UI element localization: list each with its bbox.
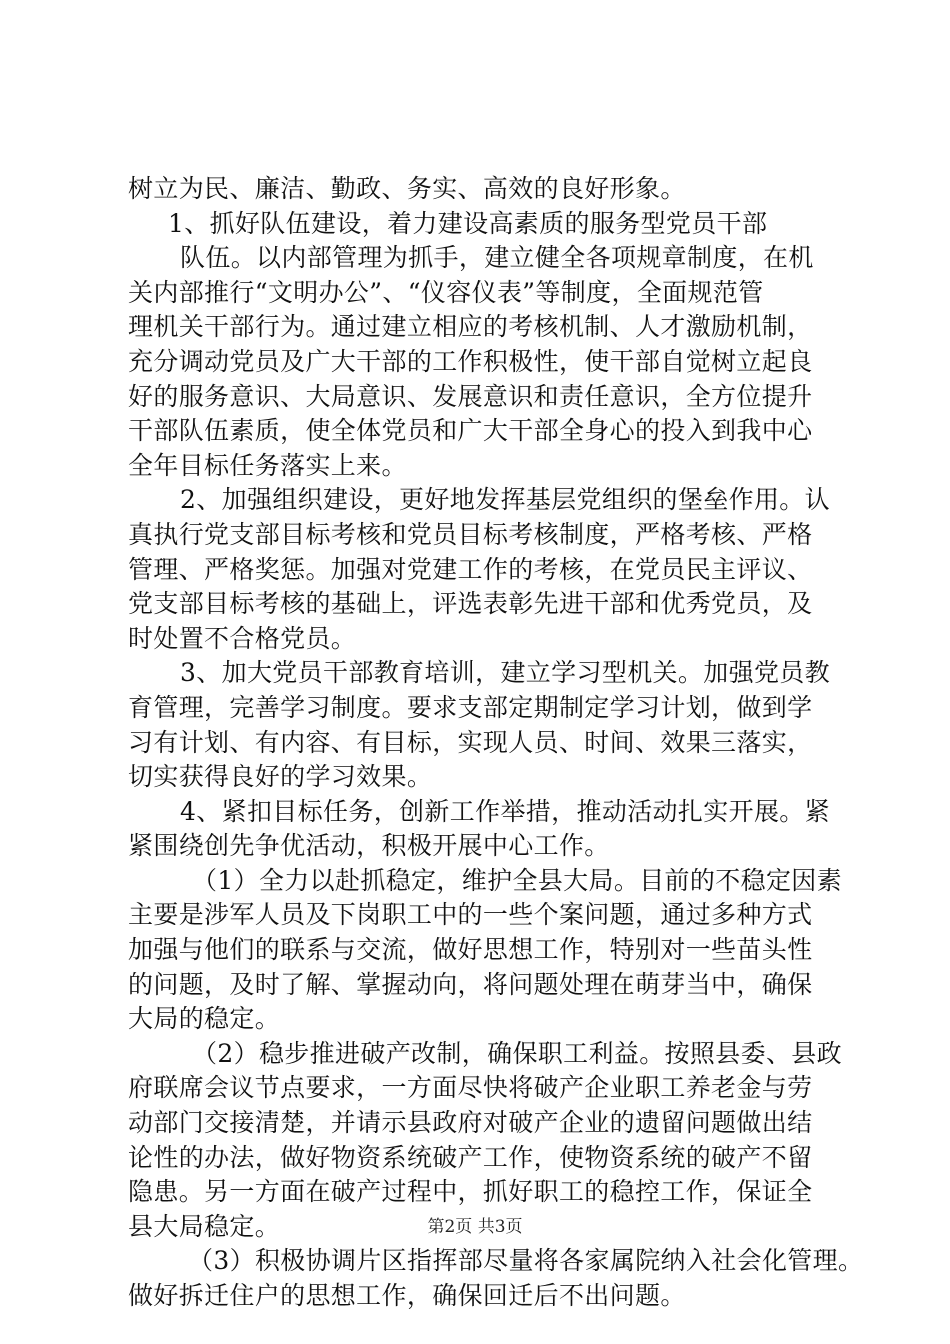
text-line: 动部门交接清楚，并请示县政府对破产企业的遗留问题做出结 [128,1108,813,1138]
text-line: 干部队伍素质，使全体党员和广大干部全身心的投入到我中心 [128,416,813,446]
text-line: 做好拆迁住户的思想工作，确保回迁后不出问题。 [128,1281,686,1310]
text-line: 树立为民、廉洁、勤政、务实、高效的良好形象。 [128,174,686,203]
text-line: （2）稳步推进破产改制，确保职工利益。按照县委、县政 [192,1038,843,1068]
text-line: 时处置不合格党员。 [128,623,357,653]
page-number: 第2页 共3页 [427,1217,523,1237]
text-line: 的问题，及时了解、掌握动向，将问题处理在萌芽当中，确保 [128,969,813,999]
text-line: 党支部目标考核的基础上，评选表彰先进干部和优秀党员，及 [128,589,813,619]
text-line: 1、抓好队伍建设，着力建设高素质的服务型党员干部 [168,208,768,238]
text-line: 紧围绕创先争优活动，积极开展中心工作。 [128,831,610,861]
text-line: 2、加强组织建设，更好地发挥基层党组织的堡垒作用。认 [180,485,831,515]
text-line: 育管理，完善学习制度。要求支部定期制定学习计划，做到学 [128,692,813,722]
text-line: 大局的稳定。 [128,1004,281,1034]
text-line: 理机关干部行为。通过建立相应的考核机制、人才激励机制， [128,312,813,342]
text-line: 充分调动党员及广大干部的工作积极性，使干部自觉树立起良 [128,346,813,376]
text-line: 真执行党支部目标考核和党员目标考核制度，严格考核、严格 [128,519,813,549]
text-line: （1）全力以赴抓稳定，维护全县大局。目前的不稳定因素 [192,865,843,895]
text-line: 3、加大党员干部教育培训，建立学习型机关。加强党员教 [180,658,831,688]
text-line: 隐患。另一方面在破产过程中，抓好职工的稳控工作，保证全 [128,1177,813,1207]
text-line: 关内部推行“文明办公”、“仪容仪表”等制度，全面规范管 [128,277,764,307]
text-line: 加强与他们的联系与交流，做好思想工作，特别对一些苗头性 [128,935,813,965]
text-line: 4、紧扣目标任务，创新工作举措，推动活动扎实开展。紧 [180,796,831,826]
text-line: 全年目标任务落实上来。 [128,450,407,480]
page-footer [0,1212,950,1237]
text-line: 论性的办法，做好物资系统破产工作，使物资系统的破产不留 [128,1142,813,1172]
text-line: 队伍。以内部管理为抓手，建立健全各项规章制度，在机 [180,243,814,273]
text-line: （3）积极协调片区指挥部尽量将各家属院纳入社会化管理。 [188,1246,864,1276]
text-line: 切实获得良好的学习效果。 [128,762,433,792]
document-body [128,172,864,1314]
text-line: 县大局稳定。 [128,1211,281,1241]
text-line: 管理、严格奖惩。加强对党建工作的考核，在党员民主评议、 [128,554,813,584]
text-line: 府联席会议节点要求，一方面尽快将破产企业职工养老金与劳 [128,1073,813,1103]
text-line: 习有计划、有内容、有目标，实现人员、时间、效果三落实， [128,727,813,757]
text-line: 主要是涉军人员及下岗职工中的一些个案问题，通过多种方式 [128,900,813,930]
text-line: 好的服务意识、大局意识、发展意识和责任意识，全方位提升 [128,381,813,411]
